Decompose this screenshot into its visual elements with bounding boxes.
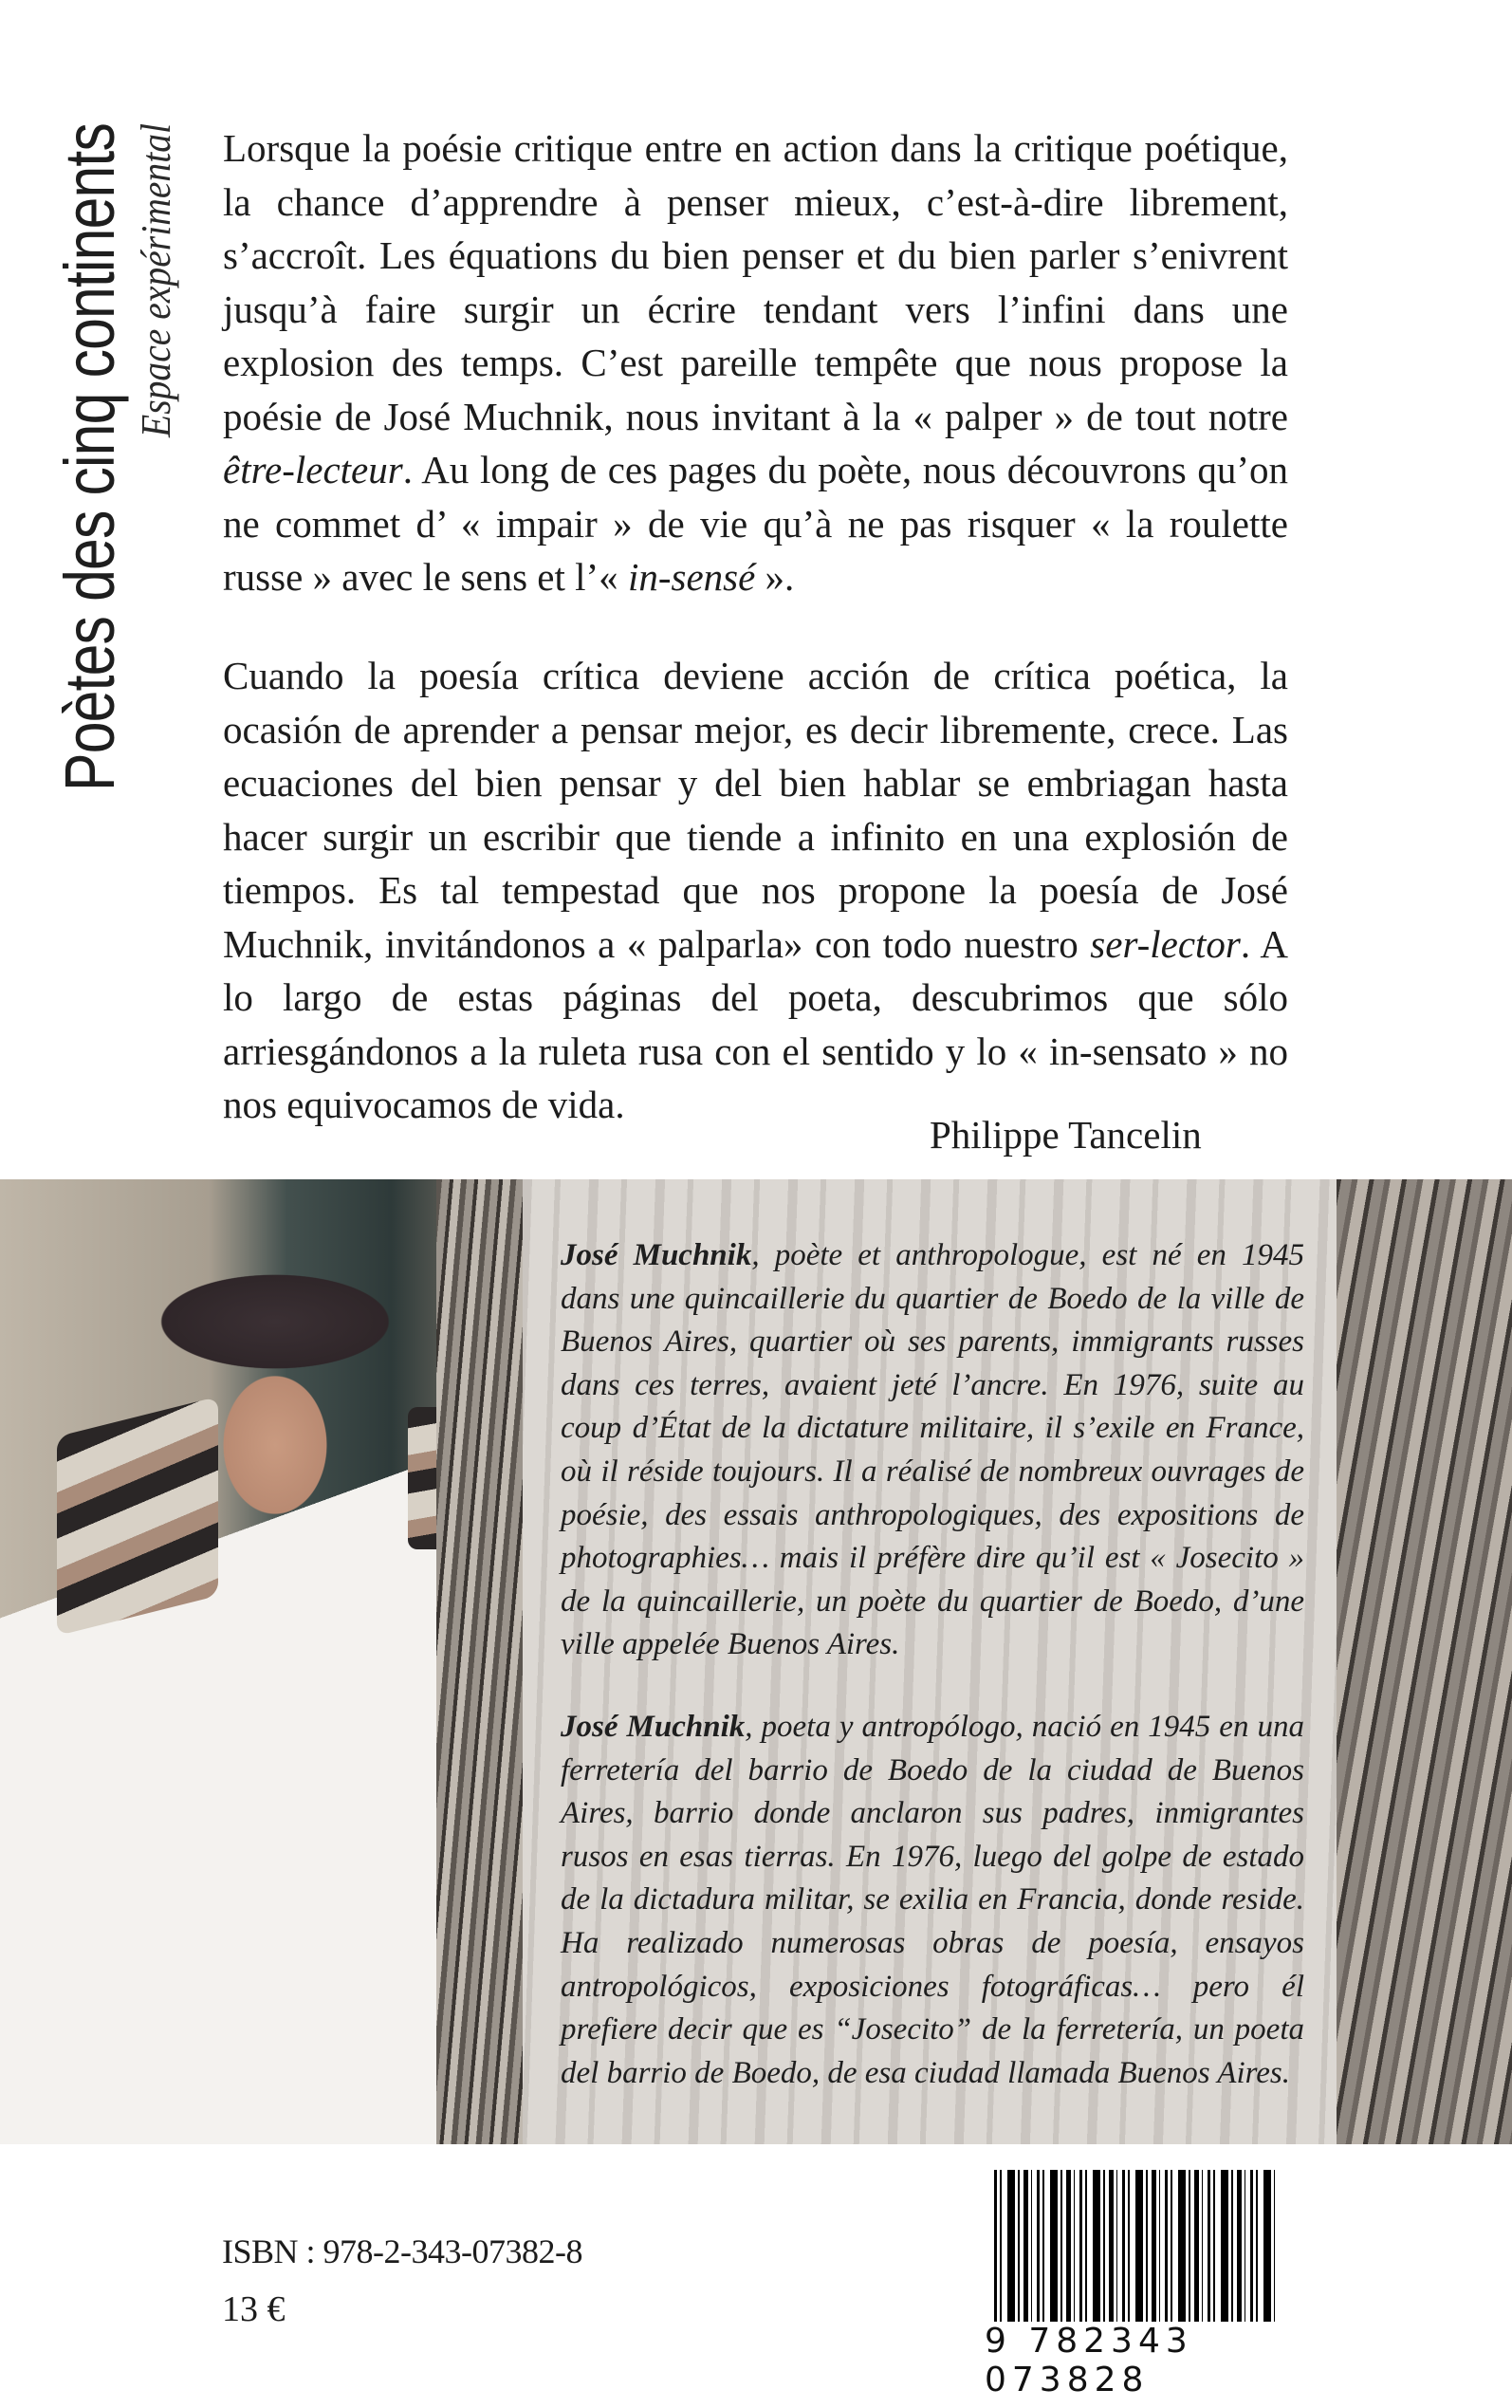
bio-french	[561, 1234, 1304, 1667]
author-bio-panel	[523, 1179, 1337, 2144]
bio-spanish-paragraph	[561, 1706, 1304, 2095]
blurb-text: Cuando la poesía crítica deviene acción de crítica poética, la ocasión de aprender a pensar mejor, es decir libremente, crece. Las ecuaciones del bien pensar y del bien hablar se embriagan hasta hacer surgir un escribir que tiende a infinito en una explosión de tiempos. Es tal tempestad que nos propone la poesía de José Muchnik, invitándonos a « palparla» con todo nuestro	[223, 654, 1288, 966]
author-name: José Muchnik	[561, 1710, 746, 1744]
tree-bark-image	[1337, 1179, 1512, 2144]
blurb-text: . A lo largo de estas páginas del poeta, descubrimos que sólo arriesgándonos a la ruleta rusa con el sentido y lo « in-sensato » no nos equivocamos de vida.	[223, 921, 1288, 1126]
bio-text: , poète et anthropologue, est né en 1945 dans une quincaillerie du quartier de Boedo de la ville de Buenos Aires, quartier où ses parents, immigrants russes dans ces terres, avaient jeté l’ancre. En 1976, suite au coup d’État de la dictature militaire, il s’exile en France, où il réside toujours. Il a réalisé de nombreux ouvrages de poésie, des essais anthropologiques, des expositions de photographies… mais il préfère dire qu’il est « Josecito » de la quincaillerie, un poète du quartier de Boedo, d’une ville appelée Buenos Aires.	[561, 1238, 1304, 1662]
blurb-spanish	[223, 649, 1288, 1132]
author-name: José Muchnik	[561, 1238, 752, 1272]
bio-text: , poeta y antropólogo, nació en 1945 en una ferretería del barrio de Boedo de la ciudad de Buenos Aires, barrio donde anclaron sus padres, inmigrantes rusos en esas tierras. En 1976, luego del golpe de estado de la dictadura militar, se exilia en Francia, donde reside. Ha realizado numerosas obras de poesía, ensayos antropológicos, exposiciones fotográficas… pero él prefiere decir que es “Josecito” de la ferretería, un poeta del barrio de Boedo, de esa ciudad llamada Buenos Aires.	[561, 1710, 1304, 2090]
blurb-text: Lorsque la poésie critique entre en action dans la critique poétique, la chance d’apprendre à penser mieux, c’est-à-dire librement, s’accroît. Les équations du bien penser et du bien parler s’enivrent jusqu’à faire surgir un écrire tendant vers l’infini dans une explosion des temps. C’est pareille tempête que nous propose la poésie de José Muchnik, nous invitant à la « palper » de tout notre	[223, 126, 1288, 438]
author-photo-band	[0, 1179, 1512, 2144]
series-title-vertical	[47, 123, 190, 1120]
vest-pattern-left	[57, 1397, 218, 1636]
blurb-emphasis: in-sensé	[627, 555, 756, 599]
collection-name: Espace expérimental	[133, 123, 179, 437]
barcode-bars	[994, 2170, 1275, 2325]
blurb-emphasis: être-lecteur	[223, 448, 403, 491]
blurb-text: . Au long de ces pages du poète, nous découvrons qu’on ne commet d’ « impair » de vie qu’à ne pas risquer « la roulette russe » avec le sens et l’«	[223, 448, 1288, 599]
blurb-signature: Philippe Tancelin	[930, 1113, 1202, 1157]
price-label: 13 €	[222, 2289, 286, 2329]
barcode-digits: 9 782343 073828	[981, 2322, 1284, 2399]
isbn-label: ISBN : 978-2-343-07382-8	[222, 2232, 582, 2270]
blurb-spanish-paragraph	[223, 649, 1288, 1132]
blurb-french-paragraph	[223, 121, 1288, 604]
blurb-french	[223, 121, 1288, 604]
bio-french-paragraph	[561, 1234, 1304, 1667]
blurb-emphasis: ser-lector	[1090, 921, 1241, 966]
tree-bark-edge-image	[436, 1179, 526, 2144]
blurb-text: ».	[755, 555, 795, 599]
series-title: Poètes des cinq continents	[50, 123, 129, 791]
barcode	[981, 2170, 1284, 2399]
bio-spanish	[561, 1706, 1304, 2095]
